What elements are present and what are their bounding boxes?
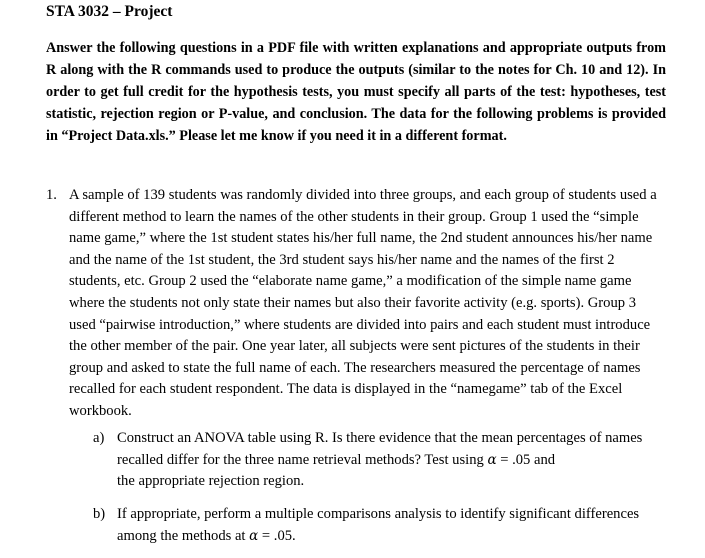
part-b-letter: b) [93,506,106,522]
part-b-text [117,504,657,547]
part-a-letter: a) [93,430,105,446]
question-1-number: 1. [46,187,57,203]
part-a-text-after: the appropriate rejection region. [117,473,305,490]
question-1-text: A sample of 139 students was randomly divided into three groups, and each group of students used a different method to learn the names of the other students in their group. Group 1 used the “simple name game,” where the 1st student states his/her full name, the 2nd student announces his/her name and the name of the 1st student, the 3rd student says his/her name and the names of the first 2 students, etc. Group 2 used the “elaborate name game,” a modification of the simple name game where the students not only state their names but also their favorite activity (e.g. sports). Group 3 used “pairwise introduction,” where students are divided into pairs and each student must introduce the other member of the pair. One year later, all subjects were sent pictures of the students in their group and asked to state the full name of each. The researchers measured the percentage of names recalled for each student respondent. The data is displayed in the “namegame” tab of the Excel workbook. [69,187,657,419]
part-a-alpha-symbol: α [487,451,497,468]
part-a-text-before: Construct an ANOVA table using R. Is there evidence that the mean percentages of names recalled differ for the three name retrieval methods? Test using [117,430,643,468]
part-a-alpha-value: = .05 and [496,451,556,468]
part-b-alpha-value: = .05. [258,527,296,544]
document-title: STA 3032 – Project [46,3,173,20]
instructions-paragraph: Answer the following questions in a PDF file with written explanations and appropriate outputs from R along with the R commands used to produce the outputs (similar to the notes for Ch. 10 and 12). In order to get full credit for the hypothesis tests, you must specify all parts of the test: hypotheses, test statistic, rejection region or P-value, and conclusion. The data for the following problems is provided in “Project Data.xls.” Please let me know if you need it in a different format. [46,40,666,144]
part-b-text-before: If appropriate, perform a multiple comparisons analysis to identify significant differences among the methods at [117,506,640,544]
part-b-alpha-symbol: α [249,527,259,544]
part-a-text [117,428,657,493]
